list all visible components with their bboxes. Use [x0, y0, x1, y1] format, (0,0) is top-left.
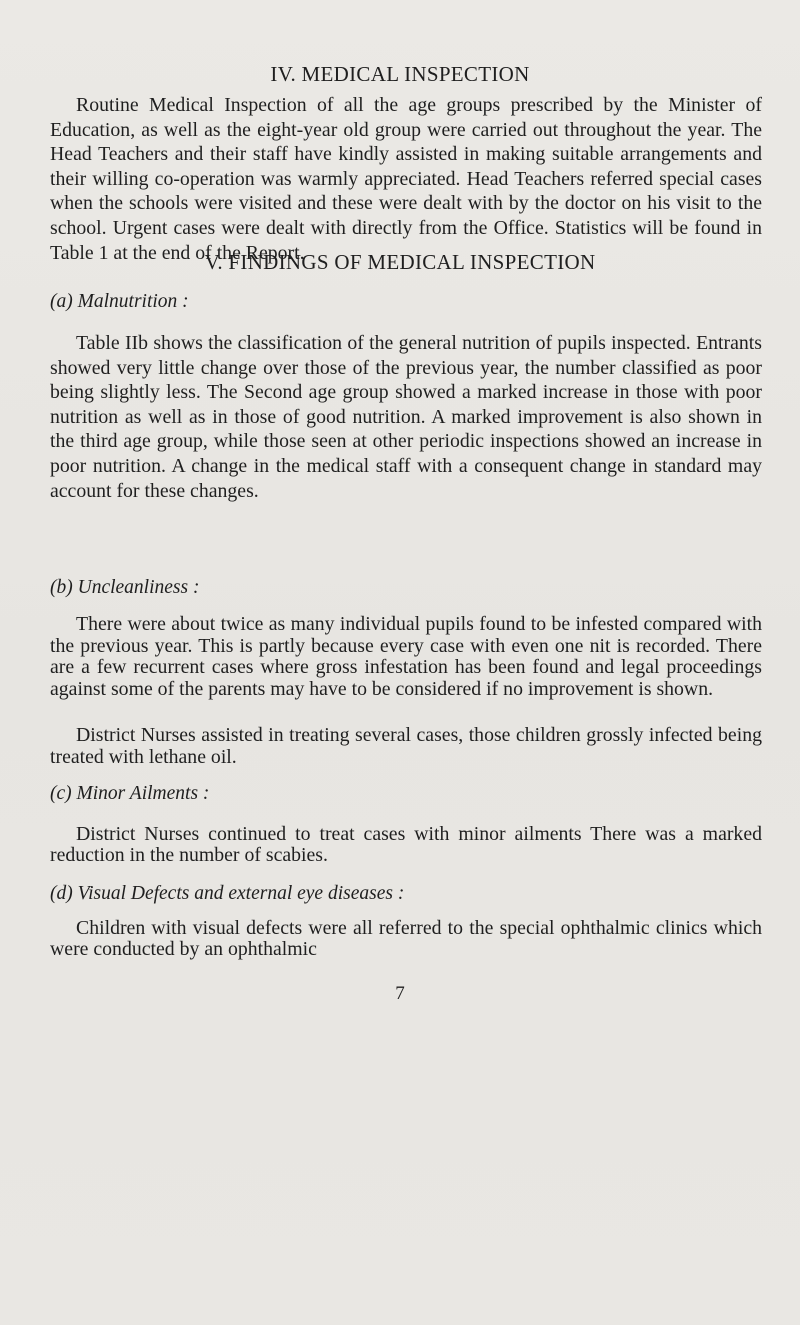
minor-ailments-subheading: (c) Minor Ailments : — [50, 783, 210, 804]
malnutrition-paragraph: Table IIb shows the classification of the general nutrition of pupils inspected. Entrants showed very little change over those of the previous year, the number classified as poor being slightly less. The Second age group showed a marked increase in those with poor nutrition as well as in those of good nutrition. A marked improvement is also shown in the third age group, while those seen at other periodic inspections showed an increase in poor nutrition. A change in the medical staff with a consequent change in standard may account for these changes. — [50, 332, 762, 502]
uncleanliness-subheading: (b) Uncleanliness : — [50, 577, 200, 598]
page-number: 7 — [395, 983, 405, 1004]
uncleanliness-paragraph-2: District Nurses assisted in treating several cases, those children grossly infected being treated with lethane oil. — [50, 724, 762, 768]
visual-defects-subheading: (d) Visual Defects and external eye diseases : — [50, 883, 405, 904]
section-v-heading: V. FINDINGS OF MEDICAL INSPECTION — [204, 250, 596, 274]
section-iv-heading: IV. MEDICAL INSPECTION — [270, 62, 530, 86]
visual-defects-paragraph: Children with visual defects were all referred to the special ophthalmic clinics which were conducted by an ophthalmic — [50, 917, 762, 961]
malnutrition-subheading: (a) Malnutrition : — [50, 291, 189, 312]
section-iv-paragraph: Routine Medical Inspection of all the age groups prescribed by the Minister of Education, as well as the eight-year old group were carried out throughout the year. The Head Teachers and their staff have kindly assisted in making suitable arrangements and their willing co-operation was warmly appreciated. Head Teachers referred special cases when the schools were visited and these were dealt with by the doctor on his visit to the school. Urgent cases were dealt with directly from the Office. Statistics will be found in Table 1 at the end of the Report. — [50, 94, 762, 264]
uncleanliness-paragraph: There were about twice as many individual pupils found to be infested compared with the previous year. This is partly because every case with even one nit is recorded. There are a few recurrent cases where gross infestation has been found and legal proceedings against some of the parents may have to be considered if no improvement is shown. — [50, 613, 762, 700]
minor-ailments-paragraph: District Nurses continued to treat cases with minor ailments There was a marked reduction in the number of scabies. — [50, 823, 762, 867]
